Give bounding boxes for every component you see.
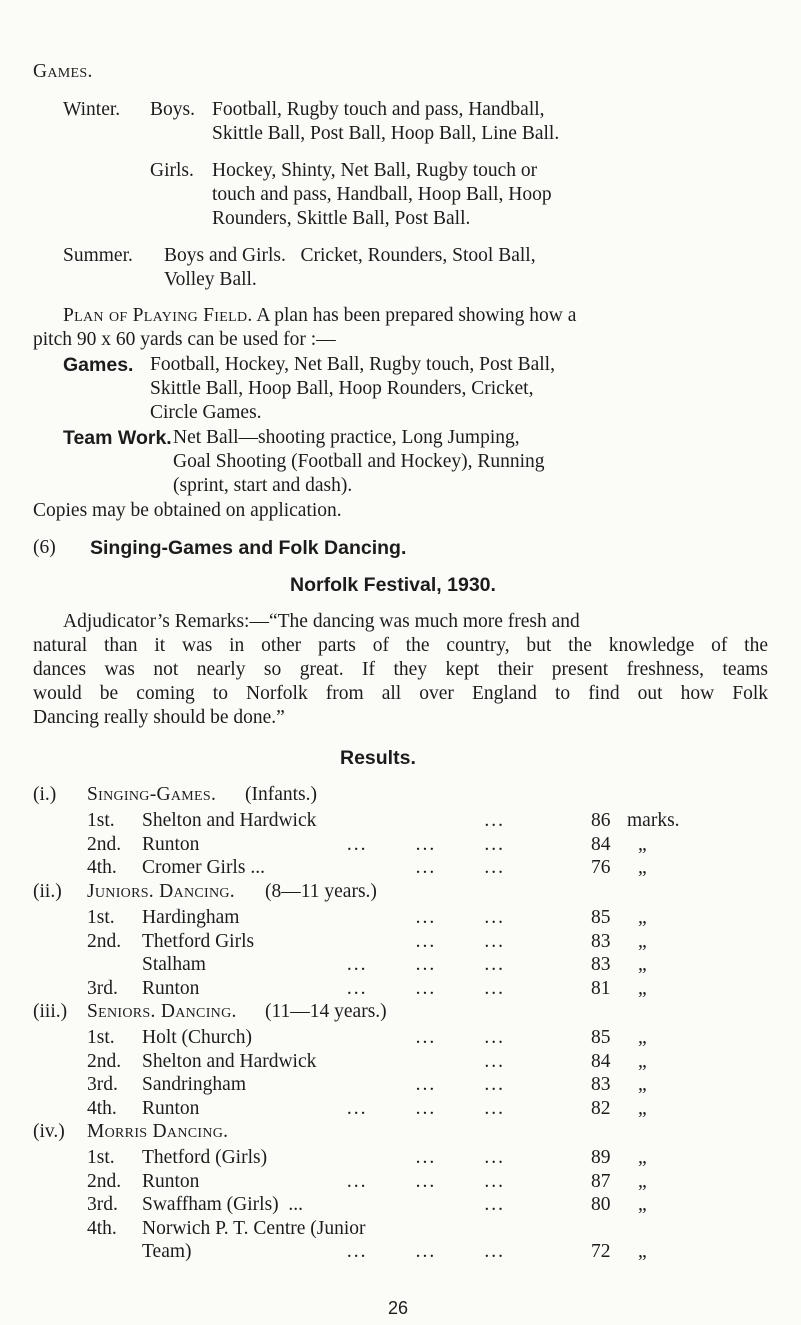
results-heading: Results.	[340, 747, 416, 769]
result-score: 80	[591, 1194, 611, 1215]
result-group-title: Seniors. Dancing.	[87, 1001, 237, 1022]
result-place: 4th.	[87, 1217, 117, 1239]
boys-games-line: Football, Rugby touch and pass, Handball,	[212, 99, 545, 120]
copies-note: Copies may be obtained on application.	[33, 500, 342, 521]
plan-games-line: Football, Hockey, Net Ball, Rugby touch, Post Ball,	[150, 354, 555, 375]
result-unit: „	[638, 1241, 647, 1262]
result-name: Sandringham	[142, 1074, 246, 1095]
result-leader-dots: ... ...	[415, 1074, 505, 1095]
result-place: 2nd.	[87, 930, 122, 952]
result-place: 3rd.	[87, 977, 118, 999]
result-leader-dots: ...	[484, 1194, 505, 1215]
result-group-subtitle: (Infants.)	[245, 784, 318, 805]
result-group-number: (i.)	[33, 784, 57, 805]
result-unit: „	[638, 1027, 647, 1048]
plan-intro-text: A plan has been prepared showing how a	[256, 305, 577, 326]
result-name: Shelton and Hardwick	[142, 1050, 317, 1072]
result-leader-dots: ...	[484, 1050, 505, 1072]
result-group-heading	[33, 1000, 237, 1024]
plan-games-line: Circle Games.	[150, 402, 262, 423]
result-place: 2nd.	[87, 833, 122, 855]
result-score: 84	[591, 1050, 611, 1072]
plan-intro	[63, 304, 576, 328]
result-leader-dots: ... ...	[415, 1027, 505, 1048]
result-unit: „	[638, 1097, 647, 1119]
winter-label: Winter.	[63, 99, 121, 120]
result-leader-dots: ... ...	[415, 907, 505, 928]
result-score: 72	[591, 1241, 611, 1262]
result-group-number: (iii.)	[33, 1001, 68, 1022]
result-unit: „	[638, 907, 647, 928]
result-score: 89	[591, 1147, 611, 1168]
result-leader-dots: ... ... ...	[346, 977, 505, 999]
result-score: 83	[591, 954, 611, 975]
result-name: Swaffham (Girls) ...	[142, 1194, 304, 1215]
result-score: 83	[591, 1074, 611, 1095]
result-score: 76	[591, 857, 611, 878]
result-place: 4th.	[87, 857, 117, 878]
result-score: 81	[591, 977, 611, 999]
result-name: Thetford (Girls)	[142, 1147, 268, 1168]
result-place: 3rd.	[87, 1194, 118, 1215]
result-score: 87	[591, 1170, 611, 1192]
plan-heading: Plan of Playing Field.	[63, 305, 253, 326]
girls-games-line: Hockey, Shinty, Net Ball, Rugby touch or	[212, 160, 538, 181]
remarks-line: Adjudicator’s Remarks:—“The dancing was much more fresh and	[63, 611, 580, 632]
result-name: Runton	[142, 1170, 200, 1192]
result-place: 2nd.	[87, 1050, 122, 1072]
result-leader-dots: ... ... ...	[346, 833, 505, 855]
plan-games-line: Skittle Ball, Hoop Ball, Hoop Rounders, Cricket,	[150, 378, 534, 399]
result-group-heading	[33, 880, 235, 904]
result-name: Holt (Church)	[142, 1027, 252, 1048]
result-group-number: (iv.)	[33, 1121, 65, 1142]
result-place: 1st.	[87, 907, 115, 928]
summer-games-line: Boys and Girls. Cricket, Rounders, Stool Ball,	[164, 245, 536, 266]
team-work-line: Goal Shooting (Football and Hockey), Running	[173, 451, 545, 472]
boys-games-line: Skittle Ball, Post Ball, Hoop Ball, Line Ball.	[212, 123, 560, 144]
team-work-line: Net Ball—shooting practice, Long Jumping,	[173, 427, 520, 448]
girls-games-line: touch and pass, Handball, Hoop Ball, Hoop	[212, 184, 552, 205]
result-group-number: (ii.)	[33, 881, 62, 902]
result-leader-dots: ... ...	[415, 930, 505, 952]
result-place: 4th.	[87, 1097, 117, 1119]
result-score: 85	[591, 1027, 611, 1048]
result-name: Shelton and Hardwick	[142, 810, 317, 831]
result-score: 83	[591, 930, 611, 952]
result-name: Hardingham	[142, 907, 240, 928]
result-unit: „	[638, 833, 647, 855]
result-name: Team)	[142, 1241, 192, 1262]
result-unit: „	[638, 857, 647, 878]
result-group-title: Morris Dancing.	[87, 1121, 229, 1142]
result-group-title: Singing-Games.	[87, 784, 217, 805]
result-name: Norwich P. T. Centre (Junior	[142, 1217, 366, 1239]
result-group-heading	[33, 783, 217, 807]
page-number: 26	[388, 1298, 409, 1318]
result-place: 1st.	[87, 1027, 115, 1048]
result-unit: „	[638, 1050, 647, 1072]
games-heading: Games.	[33, 61, 93, 82]
summer-label: Summer.	[63, 245, 133, 266]
result-name: Thetford Girls	[142, 930, 255, 952]
team-work-label: Team Work.	[63, 427, 172, 449]
result-leader-dots: ... ... ...	[346, 954, 505, 975]
boys-label: Boys.	[150, 99, 195, 120]
result-leader-dots: ...	[484, 810, 505, 831]
result-name: Runton	[142, 977, 200, 999]
result-leader-dots: ... ... ...	[346, 1241, 505, 1262]
result-score: 86	[591, 810, 611, 831]
result-group-heading	[33, 1120, 229, 1144]
result-place: 2nd.	[87, 1170, 122, 1192]
team-work-line: (sprint, start and dash).	[173, 475, 353, 496]
result-name: Cromer Girls ...	[142, 857, 265, 878]
result-leader-dots: ... ... ...	[346, 1097, 505, 1119]
result-unit: „	[638, 1170, 647, 1192]
result-place: 1st.	[87, 1147, 115, 1168]
plan-intro-text: pitch 90 x 60 yards can be used for :—	[33, 329, 336, 350]
result-unit: „	[638, 954, 647, 975]
result-score: 85	[591, 907, 611, 928]
remarks-line: Dancing really should be done.”	[33, 707, 285, 728]
result-leader-dots: ... ... ...	[346, 1170, 505, 1192]
result-score: 82	[591, 1097, 611, 1119]
section-title: Singing-Games and Folk Dancing.	[90, 537, 407, 559]
girls-games-line: Rounders, Skittle Ball, Post Ball.	[212, 208, 471, 229]
summer-games-line: Volley Ball.	[164, 269, 257, 290]
result-unit: „	[638, 1074, 647, 1095]
plan-games-label: Games.	[63, 354, 134, 376]
result-place: 3rd.	[87, 1074, 118, 1095]
girls-label: Girls.	[150, 160, 194, 181]
result-unit: „	[638, 977, 647, 999]
remarks-line: would be coming to Norfolk from all over England to find out how Folk	[33, 683, 768, 704]
result-name: Runton	[142, 833, 200, 855]
result-unit: „	[638, 1194, 647, 1215]
result-group-title: Juniors. Dancing.	[87, 881, 235, 902]
festival-title: Norfolk Festival, 1930.	[290, 574, 496, 596]
remarks-line: natural than it was in other parts of the country, but the knowledge of the	[33, 635, 768, 656]
result-group-subtitle: (8—11 years.)	[265, 881, 377, 902]
result-unit: „	[638, 1147, 647, 1168]
result-leader-dots: ... ...	[415, 1147, 505, 1168]
result-place: 1st.	[87, 810, 115, 831]
remarks-line: dances was not nearly so great. If they kept their present freshness, teams	[33, 659, 768, 680]
result-name: Stalham	[142, 954, 206, 975]
result-name: Runton	[142, 1097, 200, 1119]
result-leader-dots: ... ...	[415, 857, 505, 878]
section-number: (6)	[33, 537, 56, 558]
result-unit: marks.	[627, 810, 680, 831]
result-score: 84	[591, 833, 611, 855]
result-unit: „	[638, 930, 647, 952]
result-group-subtitle: (11—14 years.)	[265, 1001, 387, 1022]
